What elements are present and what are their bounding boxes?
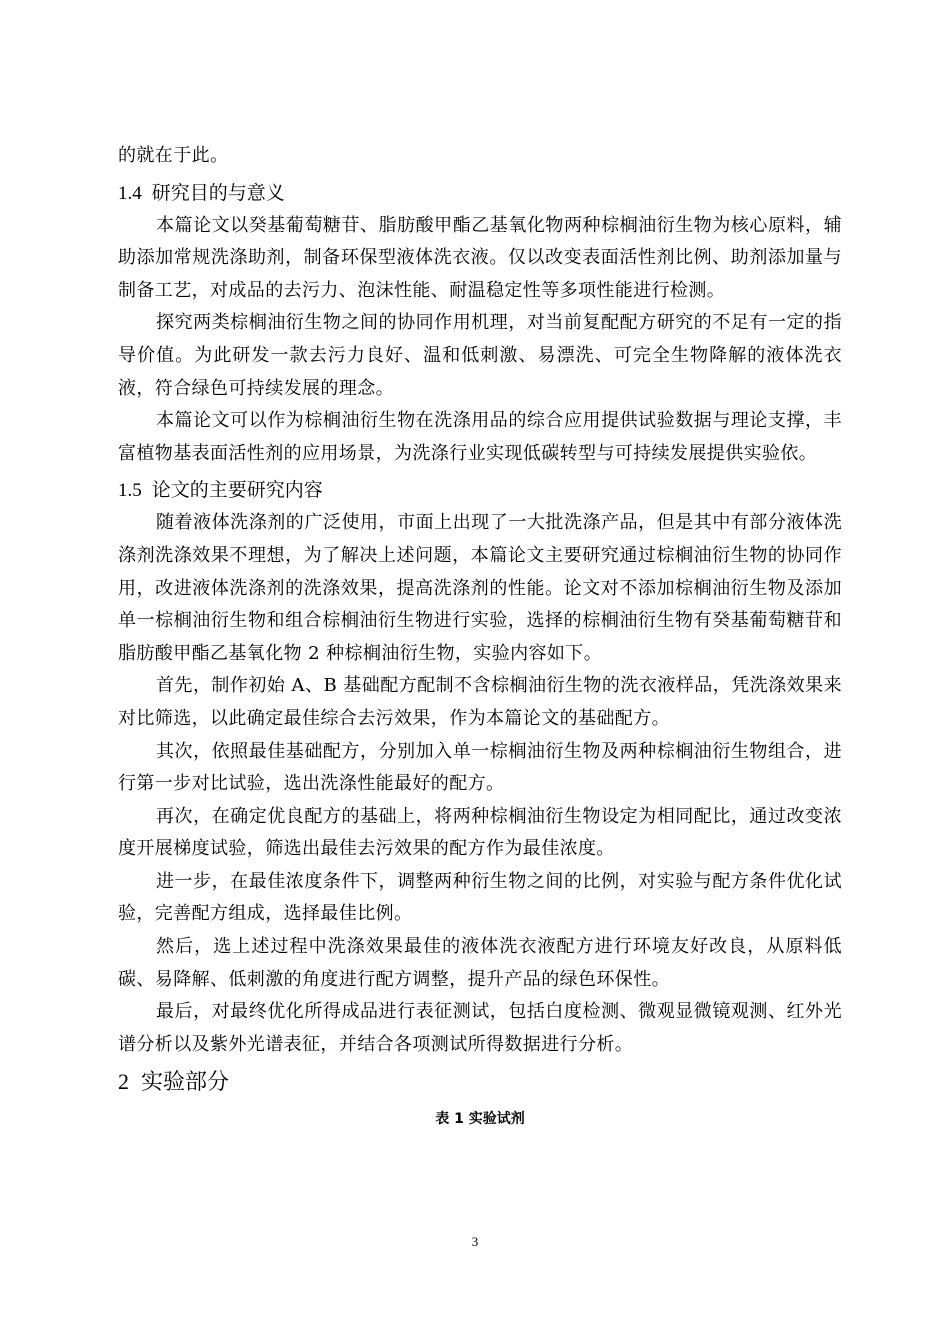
paragraph: 再次，在确定优良配方的基础上，将两种棕榈油衍生物设定为相同配比，通过改变浓度开展梯度试验，筛选出最佳去污效果的配方作为最佳浓度。 <box>118 805 842 860</box>
section-number: 1.4 <box>118 182 142 204</box>
section-heading-1-5 <box>118 476 842 505</box>
paragraph: 进一步，在最佳浓度条件下，调整两种衍生物之间的比例，对实验与配方条件优化试验，完善配方组成，选择最佳比例。 <box>118 870 842 925</box>
paragraph: 其次，依照最佳基础配方，分别加入单一棕榈油衍生物及两种棕榈油衍生物组合，进行第一步对比试验，选出洗涤性能最好的配方。 <box>118 740 842 795</box>
chapter-heading-2 <box>118 1065 842 1100</box>
section-number: 1.5 <box>118 480 142 502</box>
section-title: 论文的主要研究内容 <box>151 479 323 502</box>
paragraph: 本篇论文以癸基葡萄糖苷、脂肪酸甲酯乙基氧化物两种棕榈油衍生物为核心原料，辅助添加常规洗涤助剂，制备环保型液体洗衣液。仅以改变表面活性剂比例、助剂添加量与制备工艺，对成品的去污力、泡沫性能、耐温稳定性等多项性能进行检测。 <box>118 214 842 301</box>
chapter-title: 实验部分 <box>141 1070 230 1096</box>
table-caption: 表 1 实验试剂 <box>435 1111 525 1128</box>
section-title: 研究目的与意义 <box>151 181 285 204</box>
paragraph: 探究两类棕榈油衍生物之间的协同作用机理，对当前复配配方研究的不足有一定的指导价值。为此研发一款去污力良好、温和低刺激、易漂洗、可完全生物降解的液体洗衣液，符合绿色可持续发展的理念。 <box>118 312 842 399</box>
paragraph: 然后，选上述过程中洗涤效果最佳的液体洗衣液配方进行环境友好改良，从原料低碳、易降解、低刺激的角度进行配方调整，提升产品的绿色环保性。 <box>118 936 842 990</box>
continuation-text: 的就在于此。 <box>118 145 229 166</box>
chapter-number: 2 <box>118 1069 129 1095</box>
paragraph: 最后，对最终优化所得成品进行表征测试，包括白度检测、微观显微镜观测、红外光谱分析以及紫外光谱表征，并结合各项测试所得数据进行分析。 <box>118 1001 842 1055</box>
paragraph: 本篇论文可以作为棕榈油衍生物在洗涤用品的综合应用提供试验数据与理论支撑，丰富植物基表面活性剂的应用场景，为洗涤行业实现低碳转型与可持续发展提供实验依。 <box>118 410 842 464</box>
paragraph: 随着液体洗涤剂的广泛使用，市面上出现了一大批洗涤产品，但是其中有部分液体洗涤剂洗涤效果不理想，为了解决上述问题，本篇论文主要研究通过棕榈油衍生物的协同作用，改进液体洗涤剂的洗涤效果，提高洗涤剂的性能。论文对不添加棕榈油衍生物及添加单一棕榈油衍生物和组合棕榈油衍生物进行实验，选择的棕榈油衍生物有癸基葡萄糖苷和脂肪酸甲酯乙基氧化物 2 种棕榈油衍生物，实验内容如下。 <box>118 512 842 664</box>
page-number: 3 <box>471 1234 479 1249</box>
page-content <box>118 140 842 1130</box>
paragraph: 首先，制作初始 A、B 基础配方配制不含棕榈油衍生物的洗衣液样品，凭洗涤效果来对比筛选，以此确定最佳综合去污效果，作为本篇论文的基础配方。 <box>118 675 842 729</box>
section-heading-1-4 <box>118 179 842 208</box>
